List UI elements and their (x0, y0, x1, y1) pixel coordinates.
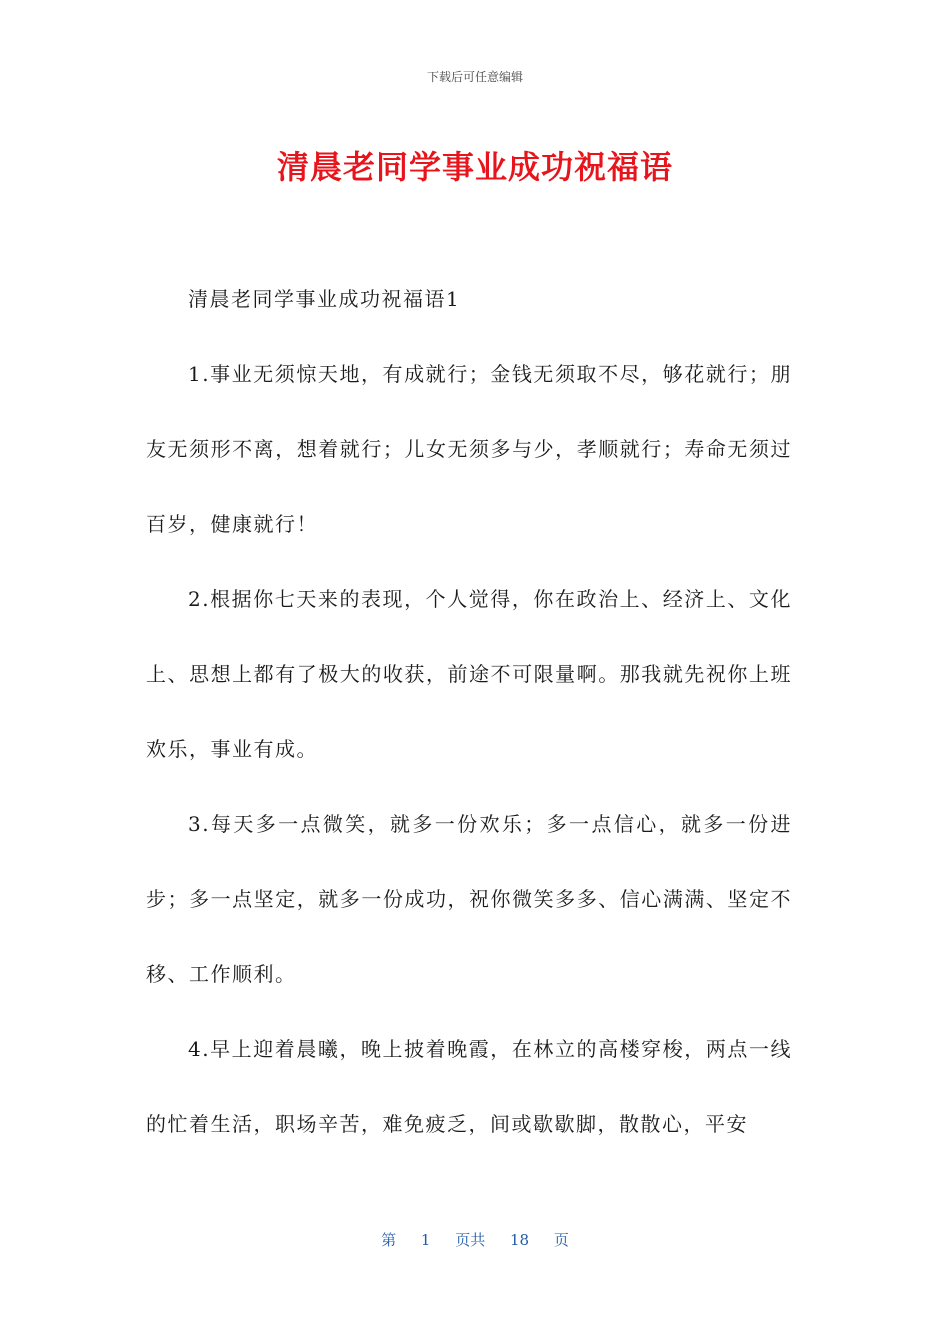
header-note: 下载后可任意编辑 (426, 70, 523, 84)
current-page-number: 1 (420, 1231, 431, 1249)
footer-suffix: 页 (553, 1231, 569, 1249)
document-body (146, 262, 792, 1162)
paragraph-1: 1.事业无须惊天地，有成就行；金钱无须取不尽，够花就行；朋友无须形不离，想着就行；儿女无须多与少，孝顺就行；寿命无须过百岁，健康就行！ (146, 362, 792, 536)
paragraph-4: 4.早上迎着晨曦，晚上披着晚霞，在林立的高楼穿梭，两点一线的忙着生活，职场辛苦，难免疲乏，间或歇歇脚，散散心，平安 (146, 1037, 792, 1136)
page-footer (0, 1229, 950, 1250)
paragraph-2: 2.根据你七天来的表现，个人觉得，你在政治上、经济上、文化上、思想上都有了极大的收获，前途不可限量啊。那我就先祝你上班欢乐，事业有成。 (146, 587, 792, 761)
total-pages-number: 18 (510, 1231, 530, 1249)
paragraph-3: 3.每天多一点微笑，就多一份欢乐；多一点信心，就多一份进步；多一点坚定，就多一份成功，祝你微笑多多、信心满满、坚定不移、工作顺利。 (146, 812, 792, 986)
document-title: 清晨老同学事业成功祝福语 (276, 148, 673, 186)
footer-middle: 页共 (455, 1231, 486, 1249)
section-heading: 清晨老同学事业成功祝福语1 (188, 287, 461, 311)
footer-prefix: 第 (381, 1231, 397, 1249)
